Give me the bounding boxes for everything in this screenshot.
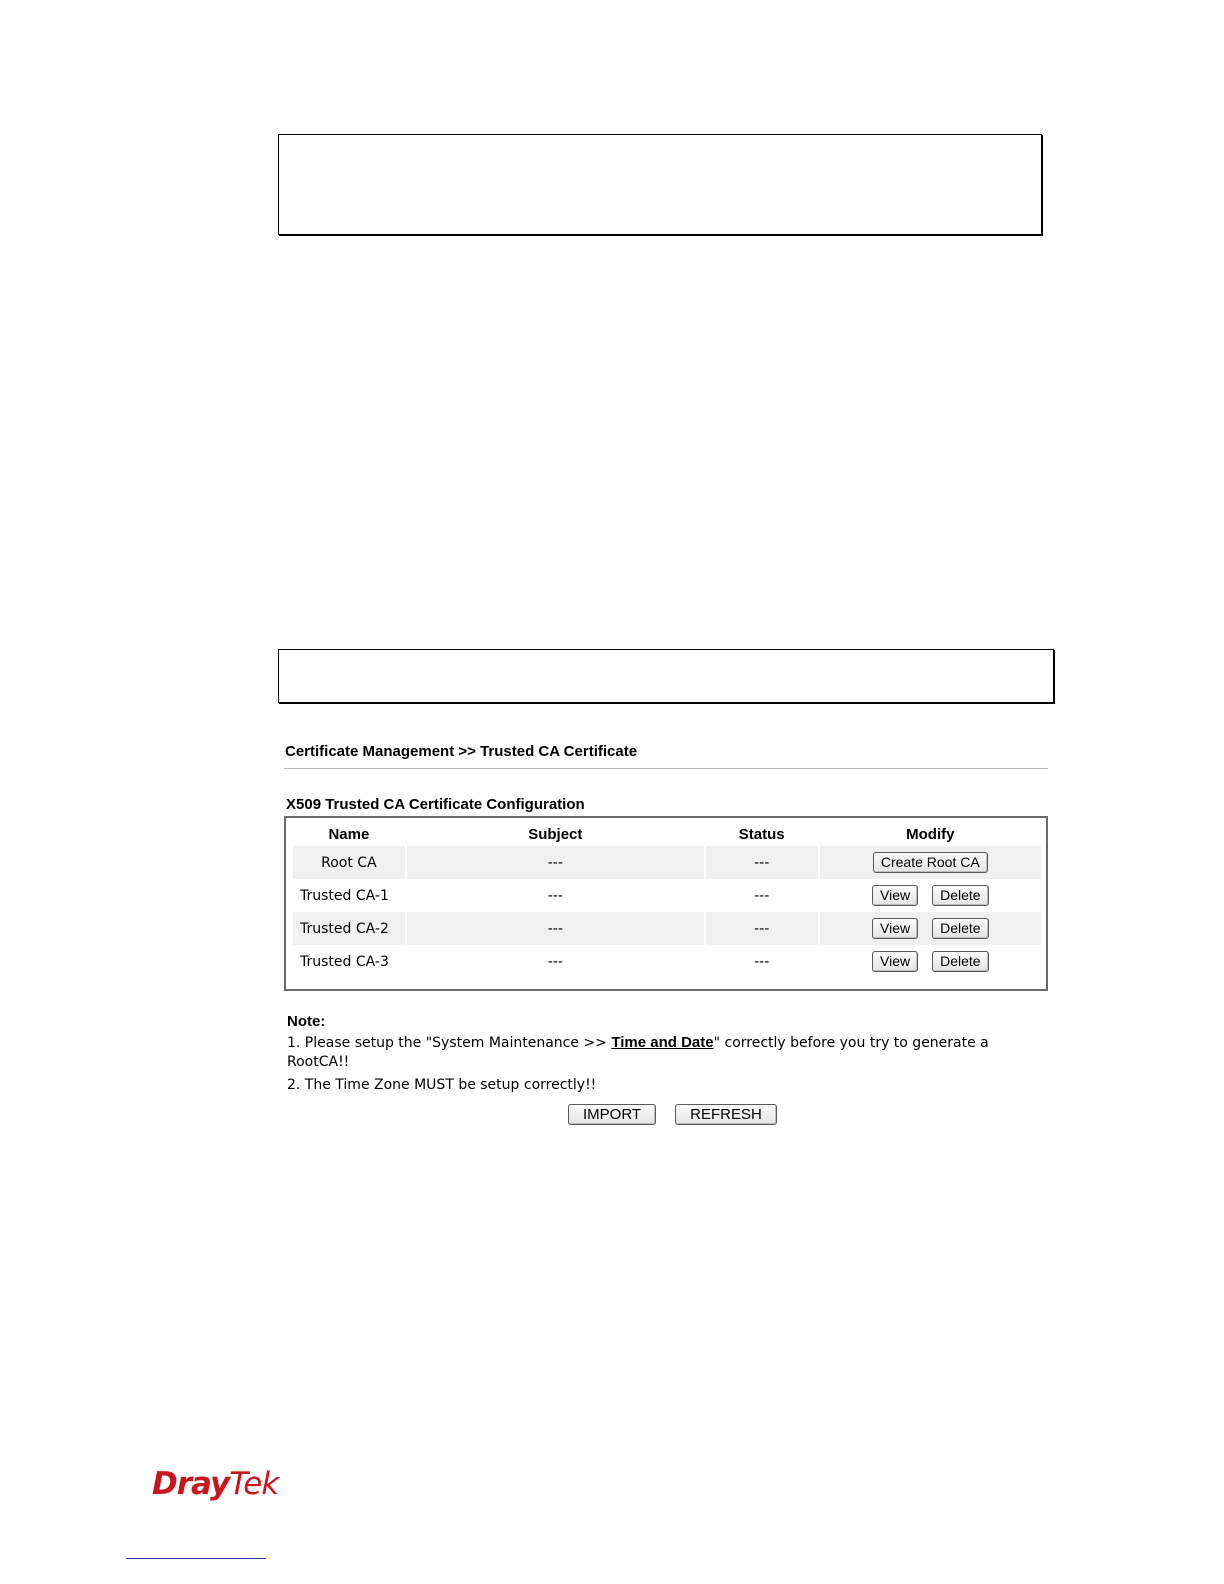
draytek-logo [152,1466,278,1502]
note-line-1 [287,1033,1047,1072]
document-text-box-middle [278,649,1054,703]
cell-modify [820,945,1041,978]
cell-status: --- [706,846,818,879]
view-button-ca-3[interactable]: View [872,951,918,972]
cell-modify [820,912,1041,945]
trusted-ca-table [291,823,1043,978]
create-root-ca-button[interactable]: Create Root CA [873,852,988,873]
view-button-ca-1[interactable]: View [872,885,918,906]
table-row-trusted-ca-3 [293,945,1041,978]
cell-name: Trusted CA-3 [300,953,389,970]
header-subject: Subject [528,826,583,843]
cell-name: Root CA [293,846,405,879]
import-button[interactable]: IMPORT [568,1104,656,1125]
cell-status: --- [706,912,818,945]
view-button-ca-2[interactable]: View [872,918,918,939]
trusted-ca-table-frame [284,816,1048,991]
cell-name: Trusted CA-1 [300,887,389,904]
action-buttons [568,1104,777,1125]
delete-button-ca-2[interactable]: Delete [932,918,988,939]
note-section [287,1012,1047,1099]
header-modify: Modify [906,826,955,843]
header-status: Status [738,826,785,843]
delete-button-ca-3[interactable]: Delete [932,951,988,972]
table-header-row [293,823,1041,846]
cell-name: Trusted CA-2 [293,912,405,945]
time-and-date-link[interactable]: Time and Date [611,1034,714,1051]
table-row-root-ca [293,846,1041,879]
delete-button-ca-1[interactable]: Delete [932,885,988,906]
title-divider [284,768,1048,769]
logo-text-dray: Dray [152,1466,230,1502]
note-line-1-text-end: " correctly before you try to generate a RootCA!! [287,1035,989,1070]
cell-modify [820,879,1041,912]
table-row-trusted-ca-1 [293,879,1041,912]
note-line-2: 2. The Time Zone MUST be setup correctly!! [287,1077,597,1093]
table-row-trusted-ca-2 [293,912,1041,945]
cell-subject: --- [547,953,563,970]
cell-subject: --- [547,887,563,904]
page-breadcrumb: Certificate Management >> Trusted CA Certificate [285,743,638,760]
document-text-box-top [278,134,1042,235]
footer-divider [126,1558,266,1559]
cell-modify [820,846,1041,879]
note-heading: Note: [287,1013,326,1030]
section-title: X509 Trusted CA Certificate Configuration [286,796,585,813]
cell-status: --- [754,953,770,970]
refresh-button[interactable]: REFRESH [675,1104,777,1125]
logo-text-tek: Tek [229,1466,279,1502]
header-name: Name [328,826,370,843]
cell-status: --- [754,887,770,904]
cell-subject: --- [407,912,704,945]
note-line-1-text: 1. Please setup the "System Maintenance >> [287,1035,612,1051]
cell-subject: --- [407,846,704,879]
